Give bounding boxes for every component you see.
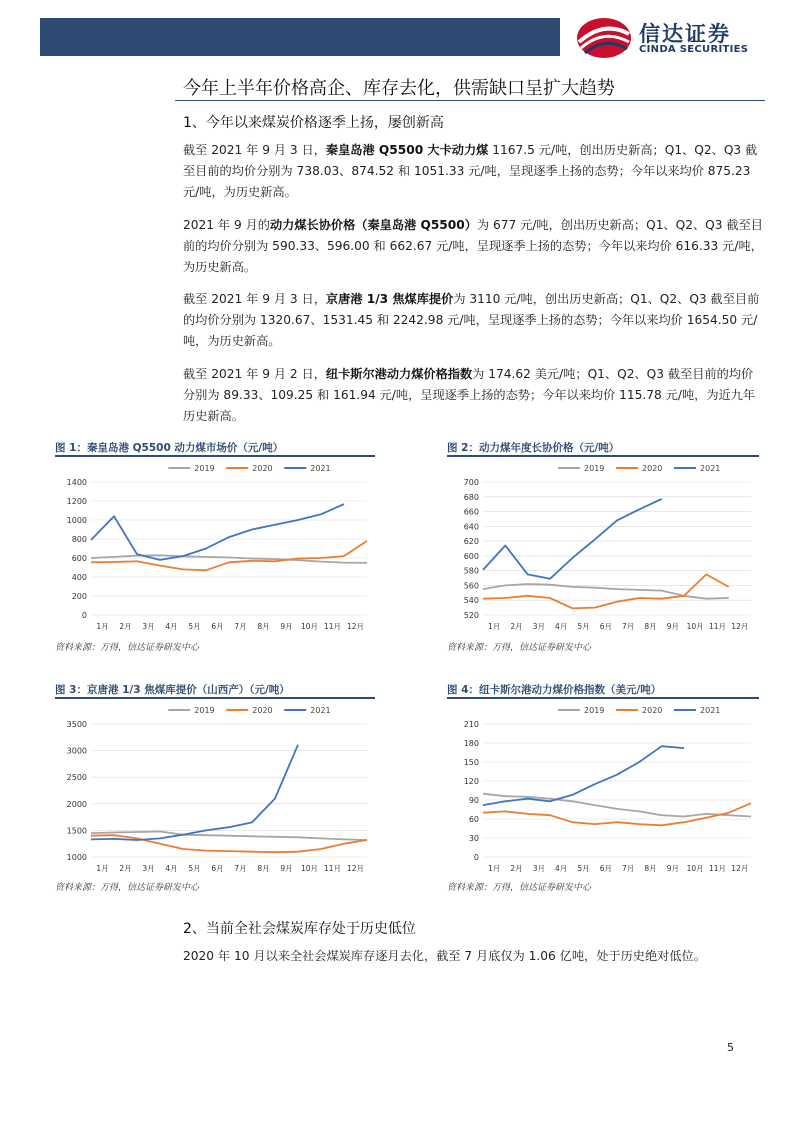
chart-fig4 <box>447 700 759 875</box>
fig2-ytick-label: 620 <box>463 537 479 547</box>
figure4-source: 资料来源：万得，信达证券研发中心 <box>447 883 592 893</box>
fig3-ytick-label: 2000 <box>66 799 87 809</box>
fig4-ytick-label: 30 <box>468 834 479 843</box>
figure2-source: 资料来源：万得，信达证券研发中心 <box>447 643 592 653</box>
fig3-legend <box>168 706 330 715</box>
fig4-xtick-label: 1月 <box>488 864 501 873</box>
fig3-ytick-label: 2500 <box>66 773 87 783</box>
section1-title: 1、今年以来煤炭价格逐季上扬，屡创新高 <box>183 115 444 131</box>
fig1-xtick-label: 1月 <box>96 622 109 631</box>
fig1-ytick-label: 1200 <box>66 497 87 506</box>
paragraph-contract-price: 2021 年 9 月的动力煤长协价格（秦皇岛港 Q5500）为 677 元/吨，创出历史新高；Q1、Q2、Q3 截至目前的均价分别为 590.33、596.00 和 662.67 元/吨，呈现逐季上扬的态势；今年以来均价 616.33 元/吨，为历史新高。 <box>183 218 763 274</box>
paragraph-qhd-price: 截至 2021 年 9 月 3 日，秦皇岛港 Q5500 大卡动力煤 1167.5 元/吨，创出历史新高；Q1、Q2、Q3 截至目前的均价分别为 738.03、874.52 和 1051.33 元/吨，呈现逐季上扬的态势；今年以来均价 875.23 元/吨，为历史新高。 <box>183 143 758 199</box>
fig3-xtick-label: 4月 <box>165 864 178 873</box>
fig4-xtick-label: 8月 <box>644 864 657 873</box>
fig2-ytick-label: 660 <box>463 507 479 517</box>
figure4-rule <box>447 697 759 699</box>
fig2-ytick-label: 600 <box>463 551 479 561</box>
fig3-xtick-label: 5月 <box>188 864 201 873</box>
fig4-legend-label-2020: 2020 <box>642 706 663 715</box>
fig3-legend-label-2019: 2019 <box>194 706 215 715</box>
fig4-xtick-label: 5月 <box>577 864 590 873</box>
fig2-ytick-label: 700 <box>463 478 479 487</box>
paragraph-coking-coal: 截至 2021 年 9 月 3 日，京唐港 1/3 焦煤库提价为 3110 元/吨，创出历史新高；Q1、Q2、Q3 截至目前的均价分别为 1320.67、1531.45 和 2242.98 元/吨，呈现逐季上扬的态势；今年以来均价 1654.50 元/吨，为历史新高。 <box>183 292 760 348</box>
fig4-xtick-label: 11月 <box>708 864 727 873</box>
figure2-title: 图 2：动力煤年度长协价格（元/吨） <box>447 442 620 454</box>
page-headline: 今年上半年价格高企、库存去化，供需缺口呈扩大趋势 <box>183 78 615 99</box>
figure3-title: 图 3：京唐港 1/3 焦煤库提价（山西产）（元/吨） <box>55 684 290 696</box>
fig1-xtick-label: 3月 <box>142 622 155 631</box>
fig4-xtick-label: 4月 <box>555 864 568 873</box>
fig4-xtick-label: 12月 <box>731 864 749 873</box>
fig1-legend-label-2021: 2021 <box>310 464 331 473</box>
logo-english-name: CINDA SECURITIES <box>639 44 749 55</box>
fig2-ytick-label: 680 <box>463 492 479 502</box>
fig1-xtick-label: 9月 <box>280 622 293 631</box>
fig2-legend <box>558 464 720 473</box>
fig1-ytick-label: 200 <box>71 592 87 601</box>
fig1-xtick-label: 4月 <box>165 622 178 631</box>
fig4-ytick-label: 150 <box>463 758 479 767</box>
fig2-ytick-label: 580 <box>463 566 479 576</box>
fig3-xtick-label: 12月 <box>346 864 365 873</box>
logo-chinese-name: 信达证券 <box>639 22 731 46</box>
fig4-xtick-label: 10月 <box>686 864 704 873</box>
fig3-series-2021 <box>91 745 298 840</box>
fig4-ytick-label: 60 <box>468 815 479 824</box>
fig1-legend-label-2019: 2019 <box>194 464 215 473</box>
fig3-ytick-label: 3500 <box>66 720 87 729</box>
fig4-xtick-label: 3月 <box>532 864 545 873</box>
fig3-xtick-label: 1月 <box>96 864 109 873</box>
figure3-source: 资料来源：万得，信达证券研发中心 <box>55 883 200 893</box>
fig3-legend-label-2021: 2021 <box>310 706 331 715</box>
fig2-xtick-label: 5月 <box>577 622 590 631</box>
fig1-xtick-label: 5月 <box>188 622 201 631</box>
page-number: 5 <box>727 1041 734 1054</box>
fig4-xtick-label: 7月 <box>622 864 635 873</box>
figure1-title: 图 1：秦皇岛港 Q5500 动力煤市场价（元/吨） <box>55 442 284 454</box>
fig3-series-2019 <box>91 832 367 841</box>
figure1-source: 资料来源：万得，信达证券研发中心 <box>55 643 200 653</box>
figure1-rule <box>55 455 375 457</box>
fig3-xtick-label: 7月 <box>234 864 247 873</box>
fig4-legend-label-2019: 2019 <box>584 706 605 715</box>
fig2-ytick-label: 520 <box>463 611 479 620</box>
fig1-xtick-label: 8月 <box>257 622 270 631</box>
fig1-ytick-label: 600 <box>71 554 87 563</box>
fig1-xtick-label: 10月 <box>300 622 319 631</box>
fig1-legend-label-2020: 2020 <box>252 464 273 473</box>
fig2-xtick-label: 1月 <box>488 622 501 631</box>
fig1-ytick-label: 1000 <box>66 516 87 525</box>
fig1-legend <box>168 464 330 473</box>
cinda-logo <box>575 16 765 60</box>
paragraph-newcastle: 截至 2021 年 9 月 2 日，纽卡斯尔港动力煤价格指数为 174.62 美元/吨；Q1、Q2、Q3 截至目前的均价分别为 89.33、109.25 和 161.94 元/吨，呈现逐季上扬的态势；今年以来均价 115.78 元/吨，为近九年历史新高。 <box>183 367 756 423</box>
fig3-ytick-label: 1000 <box>66 853 87 862</box>
fig2-ytick-label: 640 <box>463 522 479 532</box>
fig1-xtick-label: 11月 <box>323 622 342 631</box>
fig1-xtick-label: 6月 <box>211 622 224 631</box>
fig2-xtick-label: 11月 <box>708 622 727 631</box>
fig4-xtick-label: 2月 <box>510 864 523 873</box>
fig4-legend-label-2021: 2021 <box>700 706 721 715</box>
fig4-ytick-label: 180 <box>463 739 479 748</box>
fig4-ytick-label: 90 <box>468 796 479 805</box>
fig2-xtick-label: 10月 <box>686 622 704 631</box>
headline-divider <box>175 100 765 101</box>
fig2-xtick-label: 6月 <box>599 622 612 631</box>
fig1-xtick-label: 2月 <box>119 622 132 631</box>
fig1-ytick-label: 800 <box>71 535 87 544</box>
fig4-xtick-label: 9月 <box>666 864 679 873</box>
fig2-xtick-label: 4月 <box>555 622 568 631</box>
fig3-xtick-label: 9月 <box>280 864 293 873</box>
fig3-xtick-label: 6月 <box>211 864 224 873</box>
fig4-xtick-label: 6月 <box>599 864 612 873</box>
fig3-legend-label-2020: 2020 <box>252 706 273 715</box>
fig2-legend-label-2021: 2021 <box>700 464 721 473</box>
fig2-series-2020 <box>483 574 729 608</box>
fig1-ytick-label: 0 <box>81 611 87 620</box>
fig4-legend <box>558 706 720 715</box>
fig2-series-2021 <box>483 499 662 579</box>
fig3-xtick-label: 8月 <box>257 864 270 873</box>
fig2-ytick-label: 560 <box>463 581 479 591</box>
section2-title: 2、当前全社会煤炭库存处于历史低位 <box>183 921 416 937</box>
fig2-xtick-label: 8月 <box>644 622 657 631</box>
fig2-xtick-label: 3月 <box>532 622 545 631</box>
figure4-title: 图 4：纽卡斯尔港动力煤价格指数（美元/吨） <box>447 684 662 696</box>
figure2-rule <box>447 455 759 457</box>
fig1-ytick-label: 1400 <box>66 478 87 487</box>
chart-fig2 <box>447 458 759 633</box>
fig3-ytick-label: 3000 <box>66 746 87 756</box>
fig4-ytick-label: 0 <box>473 853 479 862</box>
header-bar <box>40 18 560 56</box>
fig2-xtick-label: 2月 <box>510 622 523 631</box>
figure3-rule <box>55 697 375 699</box>
cinda-logo-icon <box>575 16 633 60</box>
fig3-xtick-label: 11月 <box>323 864 342 873</box>
fig2-xtick-label: 9月 <box>666 622 679 631</box>
paragraph-inventory: 2020 年 10 月以来全社会煤炭库存逐月去化，截至 7 月底仅为 1.06 亿吨，处于历史绝对低位。 <box>183 949 706 963</box>
fig2-xtick-label: 12月 <box>731 622 749 631</box>
fig1-xtick-label: 7月 <box>234 622 247 631</box>
fig3-xtick-label: 10月 <box>300 864 319 873</box>
fig2-legend-label-2020: 2020 <box>642 464 663 473</box>
fig1-xtick-label: 12月 <box>346 622 365 631</box>
fig3-xtick-label: 3月 <box>142 864 155 873</box>
fig1-ytick-label: 400 <box>71 573 87 582</box>
fig2-ytick-label: 540 <box>463 596 479 606</box>
fig4-ytick-label: 120 <box>463 777 479 786</box>
fig1-series-2021 <box>91 504 344 560</box>
fig3-ytick-label: 1500 <box>66 826 87 836</box>
fig2-legend-label-2019: 2019 <box>584 464 605 473</box>
fig3-xtick-label: 2月 <box>119 864 132 873</box>
fig4-ytick-label: 210 <box>463 720 479 729</box>
fig2-xtick-label: 7月 <box>622 622 635 631</box>
chart-fig1 <box>55 458 375 633</box>
chart-fig3 <box>55 700 375 875</box>
